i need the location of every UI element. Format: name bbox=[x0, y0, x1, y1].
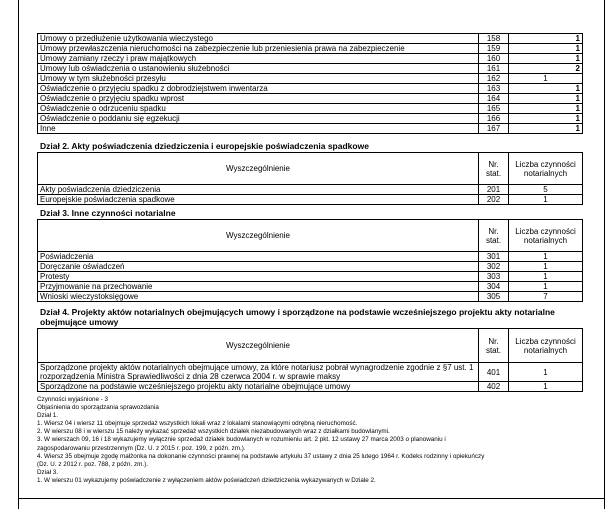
note-line: 1. Wiersz 04 i wiersz 11 obejmuje sprzedaż wszystkich lokali wraz z lokalami stanowiącymi odrębną nieruchomość. bbox=[37, 420, 358, 428]
table-header-row bbox=[38, 220, 583, 252]
header-stat-number: Nr. stat. bbox=[479, 153, 509, 185]
header-description: Wyszczególnienie bbox=[38, 329, 479, 363]
row-count: 7 bbox=[509, 292, 583, 302]
row-label: Protesty bbox=[38, 272, 479, 282]
section2-title: Dział 2. Akty poświadczenia dziedziczenia i europejskie poświadczenia spadkowe bbox=[40, 141, 369, 151]
row-stat-number: 162 bbox=[479, 74, 509, 84]
table-row bbox=[38, 104, 583, 114]
header-count: Liczba czynności notarialnych bbox=[509, 220, 583, 252]
row-label: Sporządzone projekty aktów notarialnych obejmujące umowy, za które notariusz pobrał wynagrodzenie zgodnie z §7 ust. 1 rozporządzenia Ministra Sprawiedliwości z dnia 28 czerwca 2004 r. w sprawie maksy bbox=[38, 363, 479, 382]
row-label: Doręczanie oświadczeń bbox=[38, 262, 479, 272]
row-count: 1 bbox=[509, 94, 583, 104]
row-stat-number: 158 bbox=[479, 34, 509, 44]
table-row bbox=[38, 34, 583, 44]
row-count: 1 bbox=[509, 34, 583, 44]
section2-body bbox=[38, 185, 583, 205]
row-stat-number: 166 bbox=[479, 114, 509, 124]
table-row bbox=[38, 54, 583, 64]
row-stat-number: 402 bbox=[479, 382, 509, 392]
row-label: Umowy o przedłużenie użytkowania wieczystego bbox=[38, 34, 479, 44]
table-row bbox=[38, 272, 583, 282]
table-row bbox=[38, 114, 583, 124]
note-line: 1. W wierszu 01 wykazujemy poświadczenie z wyłączeniem aktów poświadczeń dziedziczenia wykazywanych w Dziale 2. bbox=[37, 476, 376, 484]
row-label: Oświadczenie o przyjęciu spadku wprost bbox=[38, 94, 479, 104]
row-count: 1 bbox=[509, 84, 583, 94]
table-row bbox=[38, 282, 583, 292]
section4-title: Dział 4. Projekty aktów notarialnych obejmujących umowy i sporządzone na podstawie wcześniejszego projektu akty notarialne obejmujące umowy bbox=[40, 307, 555, 327]
header-stat-number: Nr. stat. bbox=[479, 329, 509, 363]
row-label: Umowy w tym służebności przesyłu bbox=[38, 74, 479, 84]
row-stat-number: 202 bbox=[479, 195, 509, 205]
row-label: Oświadczenie o odrzuceniu spadku bbox=[38, 104, 479, 114]
page-border-bottom bbox=[18, 498, 605, 499]
row-stat-number: 161 bbox=[479, 64, 509, 74]
section1-body bbox=[38, 34, 583, 134]
note-line: Dział 3. bbox=[37, 468, 58, 476]
row-count: 1 bbox=[509, 363, 583, 382]
row-label: Umowy przewłaszczenia nieruchomości na zabezpieczenie lub przeniesienia prawa na zabezpieczenie bbox=[38, 44, 479, 54]
table-row bbox=[38, 292, 583, 302]
section3-body bbox=[38, 252, 583, 302]
table-row bbox=[38, 363, 583, 382]
table-row bbox=[38, 382, 583, 392]
table-row bbox=[38, 64, 583, 74]
section4-table bbox=[37, 328, 583, 392]
row-label: Umowy zamiany rzeczy i praw majątkowych bbox=[38, 54, 479, 64]
table-row bbox=[38, 252, 583, 262]
row-label: Poświadczenia bbox=[38, 252, 479, 262]
note-line: 3. W wierszach 09, 16 i 18 wykazujemy wyłącznie sprzedaż działek budowlanych w rozumieniu art. 2 pkt. 12 ustawy 27 marca 2003 o planowaniu i bbox=[37, 436, 446, 444]
row-label: Umowy lub oświadczenia o ustanowieniu służebności bbox=[38, 64, 479, 74]
row-count: 1 bbox=[509, 44, 583, 54]
table-row bbox=[38, 185, 583, 195]
row-count: 1 bbox=[509, 262, 583, 272]
section2-table bbox=[37, 152, 583, 205]
note-line: Objaśnienia do sporządzania sprawozdania bbox=[37, 404, 159, 412]
section3-title: Dział 3. Inne czynności notarialne bbox=[40, 208, 176, 218]
row-count: 1 bbox=[509, 114, 583, 124]
row-stat-number: 305 bbox=[479, 292, 509, 302]
row-label: Sporządzone na podstawie wcześniejszego projektu akty notarialne obejmujące umowy bbox=[38, 382, 479, 392]
row-count: 1 bbox=[509, 252, 583, 262]
row-stat-number: 301 bbox=[479, 252, 509, 262]
row-stat-number: 165 bbox=[479, 104, 509, 114]
row-label: Przyjmowanie na przechowanie bbox=[38, 282, 479, 292]
row-label: Inne bbox=[38, 124, 479, 134]
row-label: Akty poświadczenia dziedziczenia bbox=[38, 185, 479, 195]
row-stat-number: 401 bbox=[479, 363, 509, 382]
row-count: 1 bbox=[509, 382, 583, 392]
table-row bbox=[38, 262, 583, 272]
header-stat-number: Nr. stat. bbox=[479, 220, 509, 252]
row-count: 1 bbox=[509, 74, 583, 84]
note-line: Czynności wyjaśnione - 3 bbox=[37, 396, 109, 403]
note-line: 4. Wiersz 35 obejmuje zgodę małżonka na dokonanie czynności prawnej na podstawie artykułu 37 ustawy z dnia 25 lutego 1964 r. Kodeks rodzinny i opiekuńczy bbox=[37, 452, 485, 460]
row-label: Oświadczenie o poddaniu się egzekucji bbox=[38, 114, 479, 124]
row-stat-number: 159 bbox=[479, 44, 509, 54]
page-border-left bbox=[18, 0, 19, 509]
row-stat-number: 201 bbox=[479, 185, 509, 195]
row-stat-number: 163 bbox=[479, 84, 509, 94]
row-count: 1 bbox=[509, 124, 583, 134]
row-stat-number: 160 bbox=[479, 54, 509, 64]
row-count: 5 bbox=[509, 185, 583, 195]
row-label: Europejskie poświadczenia spadkowe bbox=[38, 195, 479, 205]
row-count: 1 bbox=[509, 282, 583, 292]
row-count: 2 bbox=[509, 64, 583, 74]
section1-table bbox=[37, 33, 583, 134]
row-count: 1 bbox=[509, 104, 583, 114]
page-border-right bbox=[604, 0, 605, 509]
row-stat-number: 303 bbox=[479, 272, 509, 282]
row-stat-number: 302 bbox=[479, 262, 509, 272]
explanatory-notes bbox=[37, 396, 585, 485]
table-header-row bbox=[38, 329, 583, 363]
table-row bbox=[38, 124, 583, 134]
row-count: 1 bbox=[509, 54, 583, 64]
section3-table bbox=[37, 219, 583, 302]
row-stat-number: 304 bbox=[479, 282, 509, 292]
row-count: 1 bbox=[509, 272, 583, 282]
table-row bbox=[38, 94, 583, 104]
note-line: Dział 1. bbox=[37, 412, 58, 420]
table-row bbox=[38, 44, 583, 54]
table-row bbox=[38, 84, 583, 94]
header-description: Wyszczególnienie bbox=[38, 153, 479, 185]
note-line: (Dz. U. z 2012 r. poz. 788, z późn. zm.). bbox=[37, 460, 148, 468]
table-row bbox=[38, 74, 583, 84]
row-label: Oświadczenie o przyjęciu spadku z dobrodziejstwem inwentarza bbox=[38, 84, 479, 94]
table-header-row bbox=[38, 153, 583, 185]
row-label: Wnioski wieczystoksięgowe bbox=[38, 292, 479, 302]
header-count: Liczba czynności notarialnych bbox=[509, 153, 583, 185]
row-stat-number: 167 bbox=[479, 124, 509, 134]
row-stat-number: 164 bbox=[479, 94, 509, 104]
row-count: 1 bbox=[509, 195, 583, 205]
note-line: zagospodarowaniu przestrzennym (Dz. U. z 2015 r. poz. 199, z późn. zm.). bbox=[37, 444, 246, 452]
table-row bbox=[38, 195, 583, 205]
section4-body bbox=[38, 363, 583, 392]
header-description: Wyszczególnienie bbox=[38, 220, 479, 252]
header-count: Liczba czynności notarialnych bbox=[509, 329, 583, 363]
note-line: 2. W wierszu 08 i w wierszu 15 należy wykazać sprzedaż wszystkich działek niezabudowanych wraz z działkami budowlanymi. bbox=[37, 428, 390, 436]
